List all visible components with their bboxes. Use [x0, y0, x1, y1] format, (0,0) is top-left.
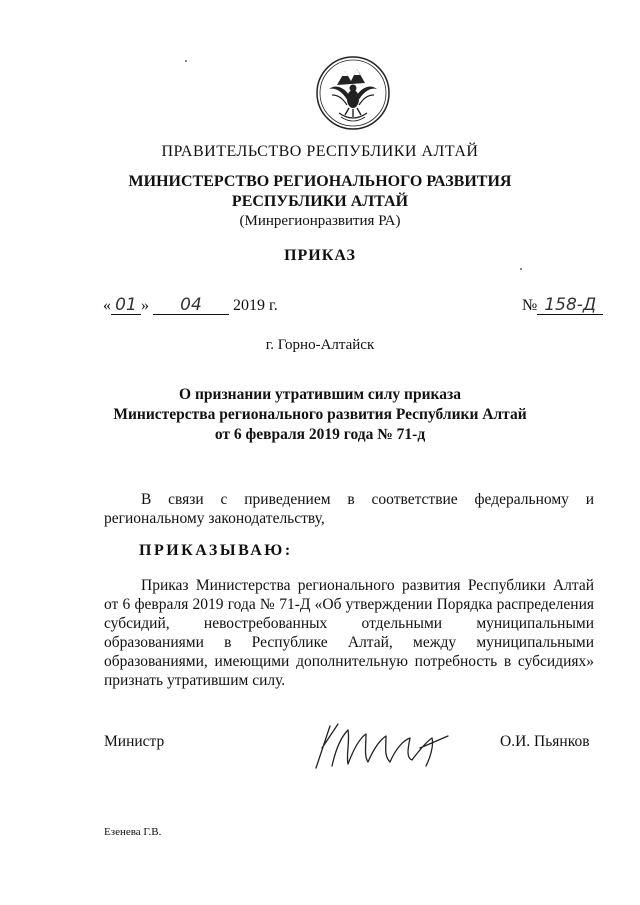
order-day: 01	[111, 296, 141, 315]
ministry-title-line2: РЕСПУБЛИКИ АЛТАЙ	[231, 193, 409, 210]
order-item-paragraph: Приказ Министерства регионального развития Республики Алтай от 6 февраля 2019 года № 71-Д «Об утверждении Порядка распределения субсидий, невостребованных отдельными муниципальными образованиями в Республике Алтай, между муниципальными образованиями, имеющими дополнительную потребность в субсидиях» признать утратившим силу.	[104, 577, 594, 689]
order-date	[103, 296, 278, 315]
number-value: 158-Д	[537, 296, 603, 315]
order-subject	[0, 385, 640, 445]
subject-line3: от 6 февраля 2019 года № 71-д	[214, 426, 426, 443]
ministry-title	[0, 172, 640, 212]
document-type: ПРИКАЗ	[284, 247, 356, 264]
order-year: 2019 г.	[233, 297, 278, 314]
quote-close: »	[141, 297, 149, 314]
number-label: №	[522, 297, 538, 314]
ministry-short-name: (Минрегионразвития РА)	[239, 213, 401, 229]
handwritten-signature	[308, 718, 453, 773]
government-title: ПРАВИТЕЛЬСТВО РЕСПУБЛИКИ АЛТАЙ	[161, 143, 479, 160]
ministry-title-line1: МИНИСТЕРСТВО РЕГИОНАЛЬНОГО РАЗВИТИЯ	[128, 173, 512, 190]
signatory-name: О.И. Пьянков	[500, 733, 590, 750]
command-word: ПРИКАЗЫВАЮ:	[139, 542, 293, 559]
preamble-paragraph: В связи с приведением в соответствие федеральному и региональному законодательству,	[104, 491, 594, 527]
quote-open: «	[103, 297, 111, 314]
order-month: 04	[153, 296, 229, 315]
scan-speck	[185, 60, 187, 62]
executor-name: Езенева Г.В.	[104, 826, 162, 838]
coat-of-arms-icon	[315, 55, 391, 131]
city: г. Горно-Алтайск	[265, 337, 375, 353]
subject-line1: О признании утратившим силу приказа	[179, 386, 461, 403]
subject-line2: Министерства регионального развития Республики Алтай	[113, 406, 527, 423]
order-number	[522, 296, 603, 315]
signatory-position: Министр	[104, 733, 165, 750]
scan-speck	[520, 268, 522, 270]
